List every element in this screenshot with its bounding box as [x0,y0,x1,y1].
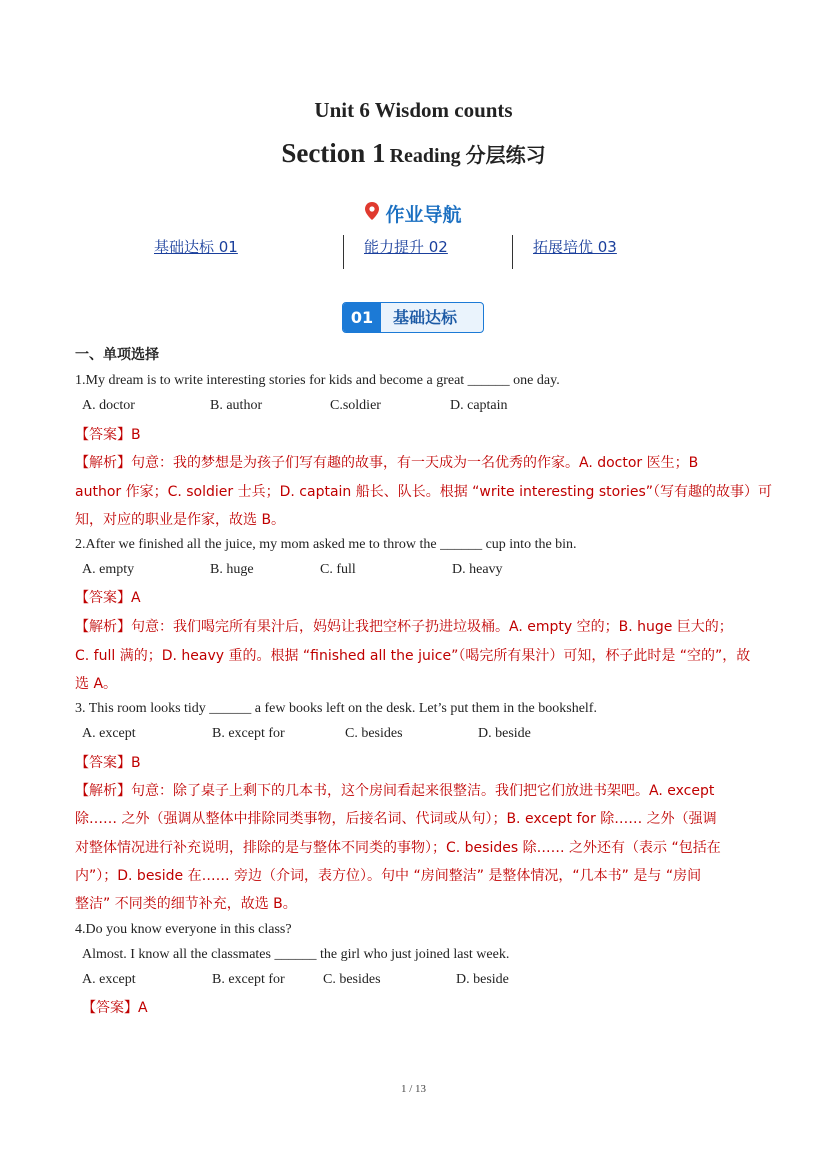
nav-heading-text: 作业导航 [385,204,462,226]
section-title [0,138,827,169]
q3-option-a: A. except [82,726,136,741]
q1-option-a: A. doctor [82,398,135,413]
question-3-stem: 3. This room looks tidy ______ a few books left on the desk. Let’s put them in the bookshelf. [75,701,597,716]
q1-answer: 【答案】B [75,427,141,443]
nav-divider [343,235,344,269]
question-4-stem-reply: Almost. I know all the classmates ______ the girl who just joined last week. [82,947,510,962]
nav-divider [512,235,513,269]
page-number: 1 / 13 [400,1083,427,1095]
q4-option-b: B. except for [212,972,285,987]
q1-option-c: C.soldier [330,398,381,413]
q3-analysis-line: 对整体情况进行补充说明，排除的是与整体不同类的事物）；C. besides 除…… 之外还有（表示 “包括在 [75,840,721,856]
question-2-stem: 2.After we finished all the juice, my mom asked me to throw the ______ cup into the bin. [75,537,577,552]
q3-analysis-line: 整洁” 不同类的细节补充，故选 B。 [75,896,297,912]
q2-analysis-line: 【解析】句意：我们喝完所有果汁后，妈妈让我把空杯子扔进垃圾桶。A. empty 空的；B. huge 巨大的； [75,619,733,635]
question-4-stem: 4.Do you know everyone in this class? [75,922,292,937]
badge-number: 01 [343,303,381,332]
q4-option-d: D. beside [456,972,509,987]
nav-link-extend[interactable]: 拓展培优 03 [533,238,617,256]
q3-option-c: C. besides [345,726,403,741]
q3-answer: 【答案】B [75,755,141,771]
q2-option-c: C. full [320,562,356,577]
q2-answer: 【答案】A [75,590,141,606]
q2-option-b: B. huge [210,562,254,577]
q3-option-b: B. except for [212,726,285,741]
unit-title: Unit 6 Wisdom counts [314,98,513,122]
q2-option-d: D. heavy [452,562,503,577]
q1-analysis-line: 【解析】句意：我的梦想是为孩子们写有趣的故事，有一天成为一名优秀的作家。A. doctor 医生；B [75,455,699,471]
q1-option-d: D. captain [450,398,508,413]
section-badge [342,302,484,333]
homework-nav-heading [0,200,827,227]
q2-analysis-line: C. full 满的；D. heavy 重的。根据 “finished all the juice”（喝完所有果汁）可知，杯子此时是 “空的”，故 [75,648,751,664]
section-number: Section 1 [281,138,386,168]
nav-link-basic[interactable]: 基础达标 01 [154,238,238,256]
location-pin-icon [365,202,379,225]
q4-option-c: C. besides [323,972,381,987]
badge-label: 基础达标 [393,308,458,327]
nav-link-improve[interactable]: 能力提升 02 [364,238,448,256]
section-heading: 一、单项选择 [75,347,159,363]
q3-option-d: D. beside [478,726,531,741]
q3-analysis-line: 除…… 之外（强调从整体中排除同类事物，后接名词、代词或从句）；B. except for 除…… 之外（强调 [75,811,717,827]
q4-answer: 【答案】A [82,1000,148,1016]
q1-analysis-line: author 作家；C. soldier 士兵；D. captain 船长、队长。根据 “write interesting stories”（写有趣的故事）可 [75,484,773,500]
q2-option-a: A. empty [82,562,135,577]
q1-analysis-line: 知，对应的职业是作家，故选 B。 [75,512,286,528]
question-1-stem: 1.My dream is to write interesting stories for kids and become a great ______ one day. [75,373,560,388]
q2-analysis-line: 选 A。 [75,676,118,692]
q3-analysis-line: 【解析】句意：除了桌子上剩下的几本书，这个房间看起来很整洁。我们把它们放进书架吧。A. except [75,783,715,799]
section-subtitle: Reading 分层练习 [389,145,546,167]
q1-option-b: B. author [210,398,263,413]
q3-analysis-line: 内”）；D. beside 在…… 旁边（介词，表方位）。句中 “房间整洁” 是整体情况，“几本书” 是与 “房间 [75,868,702,884]
q4-option-a: A. except [82,972,136,987]
